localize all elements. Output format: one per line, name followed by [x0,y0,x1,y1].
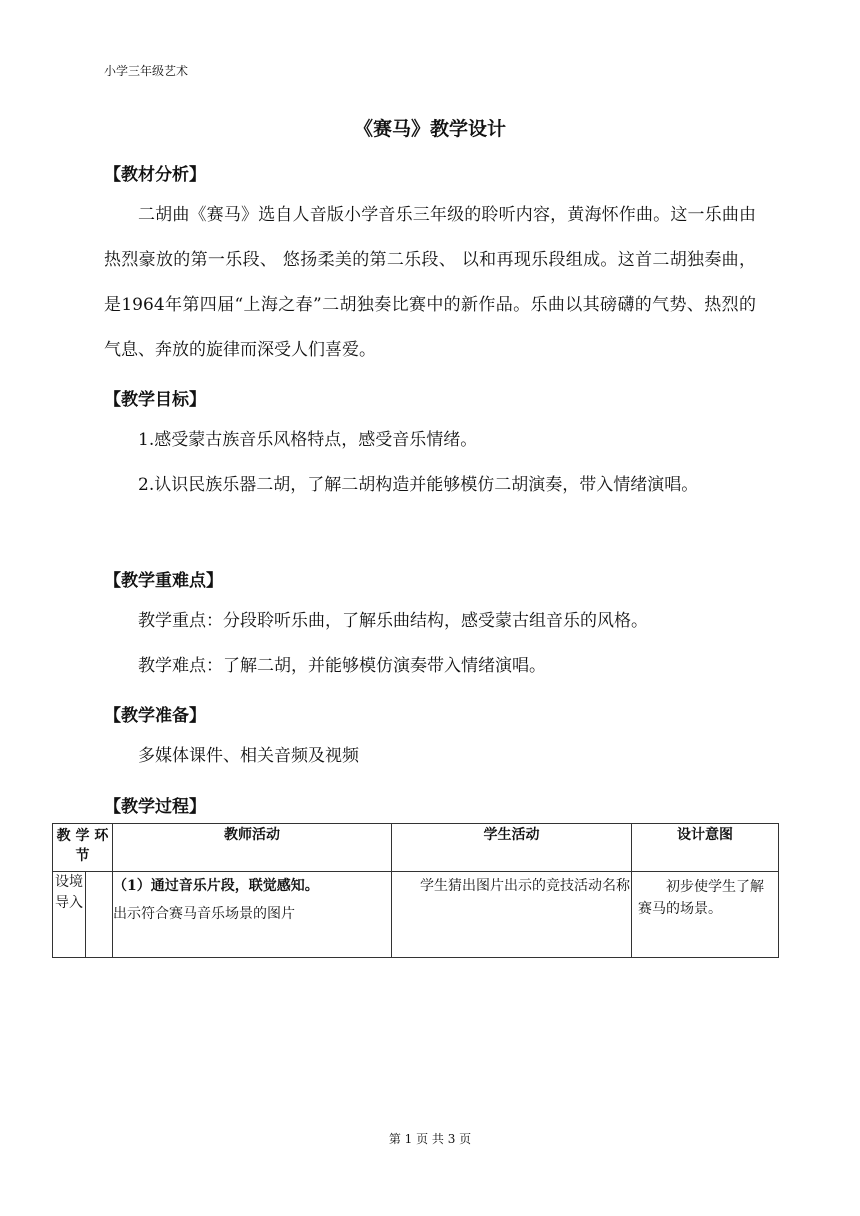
student-activity-cell: 学生猜出图片出示的竞技活动名称 [392,872,632,958]
analysis-text: 二胡曲《赛马》选自人音版小学音乐三年级的聆听内容，黄海怀作曲。这一乐曲由热烈豪放的第一乐段、 悠扬柔美的第二乐段、 以和再现乐段组成。这首二胡独奏曲，是1964年第四届“上海之春”二胡独奏比赛中的新作品。乐曲以其磅礴的气势、热烈的气息、奔放的旋律而深受人们喜爱。 [104,205,756,360]
teacher-subheading: （1）通过音乐片段，联觉感知。 [113,878,319,894]
keypoints-heading: 【教学重难点】 [104,571,223,591]
stage-cell: 设境导入 [53,872,86,958]
prep-text: 多媒体课件、相关音频及视频 [138,746,359,766]
header-intent: 设计意图 [632,824,779,872]
goals-heading: 【教学目标】 [104,390,206,410]
blank-cell [86,872,113,958]
prep-heading: 【教学准备】 [104,706,206,726]
teacher-activity-text: 出示符合赛马音乐场景的图片 [113,906,295,922]
goal-1: 1.感受蒙古族音乐风格特点，感受音乐情绪。 [138,430,478,450]
keypoint-text: 教学重点：分段聆听乐曲，了解乐曲结构，感受蒙古组音乐的风格。 [138,611,648,631]
analysis-heading: 【教材分析】 [104,165,206,185]
goal-2: 2.认识民族乐器二胡，了解二胡构造并能够模仿二胡演奏，带入情绪演唱。 [138,475,699,495]
difficulty-text: 教学难点：了解二胡，并能够模仿演奏带入情绪演唱。 [138,656,546,676]
table-row [53,872,779,958]
page-title: 《赛马》教学设计 [353,118,506,140]
teacher-activity-cell [113,872,392,958]
table-header-row [53,824,779,872]
header-stage: 教 学 环 节 [53,824,113,872]
process-table [52,823,779,958]
header-student: 学生活动 [392,824,632,872]
header-teacher: 教师活动 [113,824,392,872]
page-footer: 第 1 页 共 3 页 [388,1132,472,1146]
header-note: 小学三年级艺术 [104,64,189,78]
process-heading: 【教学过程】 [104,797,206,817]
intent-cell: 初步使学生了解赛马的场景。 [632,872,779,958]
